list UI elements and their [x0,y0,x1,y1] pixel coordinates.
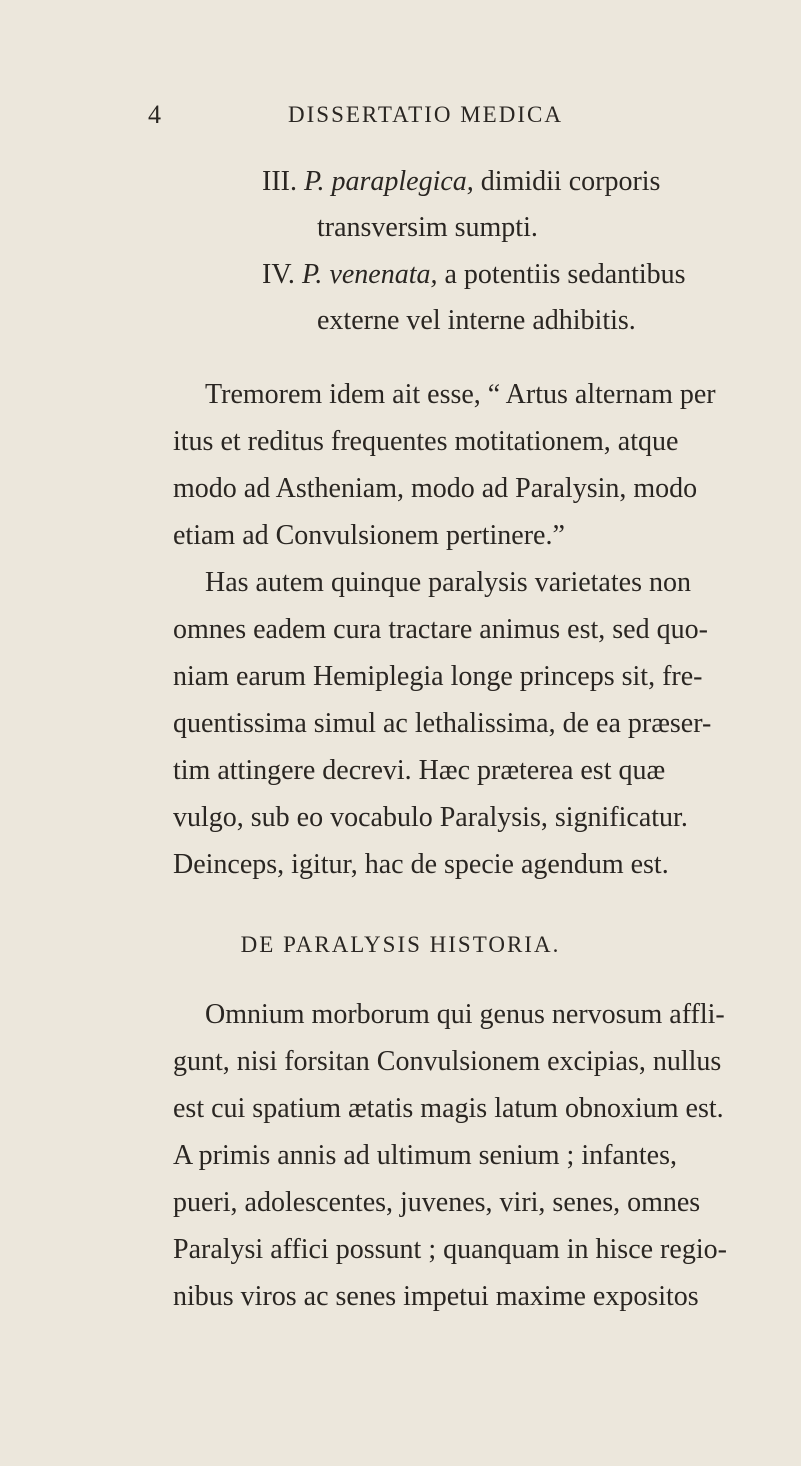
paragraph-line: omnes eadem cura tractare animus est, sed quo- [173,614,708,645]
list-text: dimidii corporis [473,166,661,197]
running-head: DISSERTATIO MEDICA [288,102,563,127]
list-numeral: IV. [262,259,295,290]
paragraph-line: nibus viros ac senes impetui maxime expositos [173,1281,699,1312]
paragraph-line: pueri, adolescentes, juvenes, viri, senes, omnes [173,1187,701,1218]
paragraph-line: modo ad Astheniam, modo ad Paralysin, modo [173,473,698,504]
page-header [0,100,801,140]
paragraph-line: Tremorem idem ait esse, “ Artus alternam per [205,379,716,410]
paragraph-line: Omnium morborum qui genus nervosum affli- [205,999,725,1030]
section-heading: DE PARALYSIS HISTORIA. [240,932,561,957]
paragraph-line: itus et reditus frequentes motitationem, atque [173,426,679,457]
list-term: paraplegica, [331,166,474,197]
paragraph-line: est cui spatium ætatis magis latum obnoxium est. [173,1093,724,1124]
list-item [262,168,660,196]
list-term: venenata, [329,259,438,290]
list-numeral: III. [262,166,297,197]
list-abbrev: P. [303,166,325,197]
page-number: 4 [148,100,161,129]
paragraph-line: Has autem quinque paralysis varietates non [205,567,691,598]
list-item [262,261,686,289]
list-abbrev: P. [301,259,323,290]
paragraph-line: A primis annis ad ultimum senium ; infantes, [173,1140,677,1171]
list-item-continuation: transversim sumpti. [317,212,538,243]
paragraph-line: etiam ad Convulsionem pertinere.” [173,520,565,551]
paragraph-line: Deinceps, igitur, hac de specie agendum est. [173,849,669,880]
paragraph-line: Paralysi affici possunt ; quanquam in hisce regio- [173,1234,727,1265]
paragraph-line: gunt, nisi forsitan Convulsionem excipias, nullus [173,1046,722,1077]
paragraph-line: vulgo, sub eo vocabulo Paralysis, significatur. [173,802,688,833]
paragraph-line: quentissima simul ac lethalissima, de ea præser- [173,708,712,739]
list-text: a potentiis sedantibus [437,259,686,290]
paragraph-line: tim attingere decrevi. Hæc præterea est quæ [173,755,666,786]
list-item-continuation: externe vel interne adhibitis. [317,305,636,336]
paragraph-line: niam earum Hemiplegia longe princeps sit, fre- [173,661,703,692]
